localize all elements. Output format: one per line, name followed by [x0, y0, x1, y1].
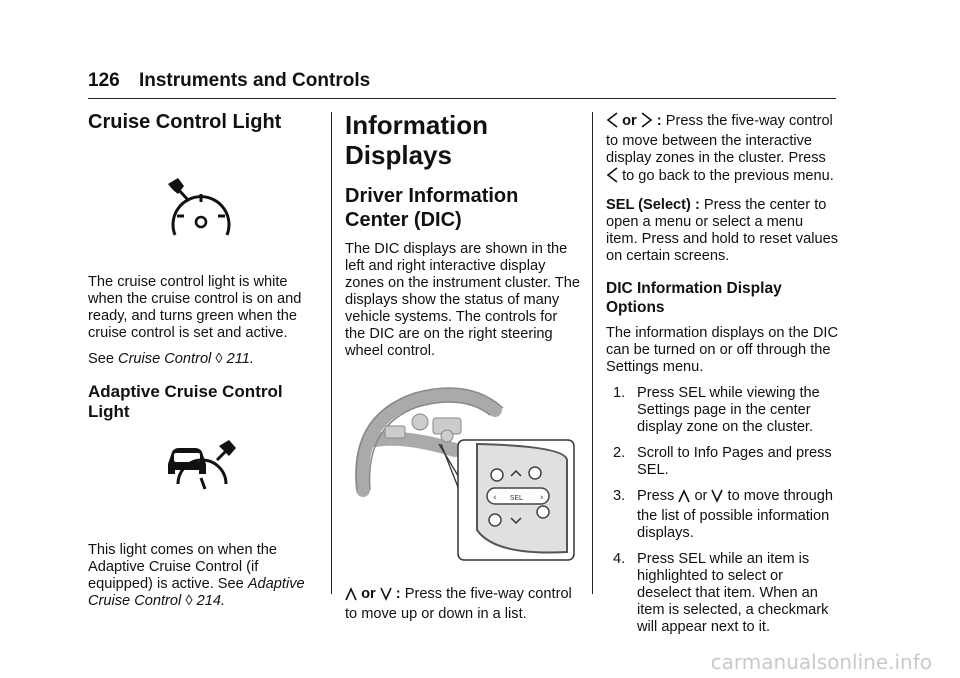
section-title: Instruments and Controls: [138, 70, 371, 91]
svg-text:›: ›: [540, 493, 544, 503]
up-down-description: or : Press the five-way control to move up or down in a list.: [345, 586, 572, 622]
column-divider-1: [331, 112, 332, 594]
adaptive-cruise-page[interactable]: 214: [196, 593, 221, 609]
svg-text:SEL: SEL: [510, 494, 523, 502]
list-item: 4. Press SEL while an item is highlighted to select or deselect that item. When an item is selected, a checkmark will appear next to it.: [613, 551, 829, 635]
cruise-control-see-also: See Cruise Control ◊ 211.: [88, 351, 254, 367]
cruise-control-light-heading: Cruise Control Light: [88, 111, 282, 133]
list-item: 2. Scroll to Info Pages and press SEL.: [613, 445, 832, 478]
adaptive-cruise-light-heading: Adaptive Cruise Control Light: [88, 382, 283, 421]
left-column: [88, 110, 314, 619]
dic-description: The DIC displays are shown in the left and right interactive display zones on the instrument cluster. The displays show the status of many vehicle systems. The controls for the DIC are on the right steering wheel control.: [345, 241, 580, 359]
svg-text:‹: ‹: [493, 493, 497, 503]
chevron-down-icon: [711, 489, 723, 508]
cruise-control-light-description: The cruise control light is white when the cruise control is on and ready, and turns green when the cruise control is set and active.: [88, 274, 302, 341]
dic-heading: Driver Information Center (DIC): [345, 185, 519, 231]
watermark: carmanualsonline.info: [710, 650, 932, 674]
chevron-left-icon: [606, 112, 618, 133]
adaptive-cruise-link[interactable]: Adaptive Cruise Control: [88, 576, 305, 609]
steering-wheel-controls-illustration: [345, 380, 581, 566]
dic-options-steps: [606, 385, 838, 636]
header-rule: [88, 98, 836, 99]
chevron-right-icon: [641, 112, 653, 133]
list-item: 3. Press or to move through the list of possible information displays.: [613, 488, 834, 541]
column-divider-2: [592, 112, 593, 594]
right-column: [606, 112, 838, 645]
sel-description: SEL (Select) : Press the center to open a menu or select a menu item. Press and hold to reset values on certain screens.: [606, 197, 838, 264]
middle-column: [345, 110, 581, 632]
page-header: [88, 70, 370, 92]
cruise-control-light-icon: [88, 174, 314, 260]
adaptive-cruise-control-light-icon: [88, 440, 314, 526]
cruise-control-page[interactable]: 211: [226, 351, 250, 367]
page-ref-symbol: ◊: [215, 351, 223, 367]
chevron-left-icon: [606, 167, 618, 188]
adaptive-cruise-light-description: This light comes on when the Adaptive Cruise Control (if equipped) is active. See Adaptive Cruise Control ◊ 214.: [88, 542, 305, 609]
chevron-down-icon: [380, 587, 392, 606]
chevron-up-icon: [678, 489, 690, 508]
information-displays-heading: Information Displays: [345, 110, 488, 170]
cruise-control-link[interactable]: Cruise Control: [118, 351, 212, 367]
chevron-up-icon: [345, 587, 357, 606]
dic-options-description: The information displays on the DIC can be turned on or off through the Settings menu.: [606, 325, 838, 375]
dic-options-heading: DIC Information Display Options: [606, 280, 782, 316]
list-item: 1. Press SEL while viewing the Settings page in the center display zone on the cluster.: [613, 385, 820, 435]
left-right-description: or : Press the five-way control to move between the interactive display zones in the cluster. Press to go back to the previous menu.: [606, 112, 838, 188]
page-number: 126: [88, 70, 120, 91]
